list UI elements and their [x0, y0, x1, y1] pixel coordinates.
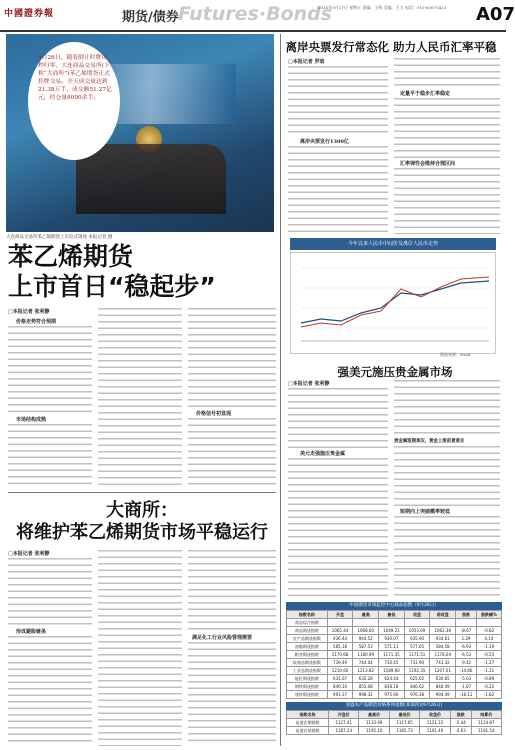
table-cell: 993.37	[327, 691, 353, 699]
table-header-cell: 涨跌	[456, 611, 477, 619]
table-row	[287, 675, 502, 683]
table-cell: 624.44	[379, 675, 405, 683]
table-header-cell: 开盘	[327, 611, 353, 619]
table-row	[287, 651, 502, 659]
table-cell: 1049.21	[379, 627, 405, 635]
right-top-headline: 离岸央票发行常态化 助力人民币汇率平稳	[285, 40, 497, 54]
table-cell: 744.04	[353, 659, 379, 667]
table-cell: 571.11	[379, 643, 405, 651]
second-article-col3	[188, 550, 276, 632]
table-cell: 农产品期货指数	[287, 635, 328, 643]
table-cell: 577.65	[404, 643, 430, 651]
table-cell: 585.18	[327, 643, 353, 651]
table-cell	[476, 619, 501, 627]
main-headline-line1: 苯乙烯期货	[8, 242, 134, 271]
rmb-chart	[290, 252, 496, 354]
table-cell: 能化期货指数	[287, 675, 328, 683]
table-cell: 软商品期货指数	[287, 659, 328, 667]
table-header-cell: 最低	[379, 611, 405, 619]
table-row	[287, 659, 502, 667]
table-cell: 1068.00	[353, 627, 379, 635]
right-top-col1b	[288, 146, 388, 234]
table-row	[287, 627, 502, 635]
table-cell: 936.44	[327, 635, 353, 643]
second-headline	[8, 500, 276, 544]
main-headline-line2: 上市首日“稳起步”	[8, 272, 216, 301]
right-mid-col1	[288, 388, 388, 448]
main-article-col1	[8, 326, 92, 414]
table-cell: -14.66	[456, 667, 477, 675]
table-cell: 商品综合指数	[287, 619, 328, 627]
table-cell: -5.44	[450, 719, 471, 727]
section-title: 期货/债券	[122, 10, 179, 25]
table1-header-row	[287, 611, 502, 619]
newspaper-logo: 中國證券報	[4, 9, 55, 19]
table-cell: 1180.99	[353, 651, 379, 659]
table-cell: -18.11	[456, 691, 477, 699]
chart-title: 今年以来人民币中间价及离岸人民币走势	[290, 238, 496, 250]
right-mid-byline: □本报记者 张利静	[288, 381, 330, 387]
table-cell: 587.53	[353, 643, 379, 651]
right-top-subhead-2: 定量平于稳步汇率稳定	[400, 91, 451, 97]
right-top-col2	[394, 58, 500, 88]
table-header-cell: 指数名称	[287, 711, 329, 719]
table-cell: 钢铁期货指数	[287, 683, 328, 691]
main-subhead-1: 价格走势符合预期	[16, 319, 57, 325]
table-cell: 1187.24	[329, 727, 359, 735]
table-cell: -5.63	[456, 675, 477, 683]
table-header-cell: 最高价	[359, 711, 389, 719]
table-cell: 1189.60	[379, 667, 405, 675]
table-cell: 994.49	[430, 691, 456, 699]
main-subhead-3: 价格信号初显现	[196, 411, 232, 417]
right-top-col1	[288, 66, 388, 136]
table-row	[287, 683, 502, 691]
agri-index-table	[286, 710, 502, 735]
table-cell: -6.93	[456, 643, 477, 651]
table-header-cell: 涨跌幅%	[476, 611, 501, 619]
main-article-col2	[98, 308, 182, 486]
table-cell: 855.08	[353, 683, 379, 691]
photo-bubble-text: 9月26日，随着倒计时牌读秒归零，大连商品交易所(下称“大商所”)苯乙烯期货正式挂牌交易。全天成交量达到21.38万手，成交额51.27亿元，持仓量8000余手。	[38, 55, 112, 101]
right-mid-headline: 强美元施压贵金属市场	[337, 365, 453, 379]
table-row	[287, 635, 502, 643]
table-cell: 739.49	[327, 659, 353, 667]
main-article-col3b	[188, 418, 276, 486]
main-article-byline: □本报记者 张利静	[8, 309, 50, 315]
right-mid-subhead-3: 短期向上突破概率较低	[400, 509, 451, 515]
dateline: 2015年9月27日 星期五 责编：王辉 美编：王力 电话：010-63070433	[318, 5, 447, 10]
table-header-cell: 涨跌	[450, 711, 471, 719]
table-header-cell: 指数名称	[287, 611, 328, 619]
right-top-col2c	[394, 168, 500, 234]
table2-header-row	[287, 711, 502, 719]
right-top-subhead-1: 离岸央票发行1300亿	[300, 139, 349, 145]
commodity-index-table-block	[286, 602, 502, 735]
second-article-col2	[98, 550, 182, 746]
table-cell: 粮食期货指数	[287, 651, 328, 659]
main-headline	[8, 242, 276, 302]
table-row	[287, 643, 502, 651]
main-article-col1b	[8, 424, 92, 486]
table-cell: 1121.12	[420, 719, 450, 727]
commodity-index-table	[286, 610, 502, 699]
table-cell: 0.14	[476, 635, 501, 643]
table-cell: 730.45	[379, 659, 405, 667]
table-header-cell: 开盘价	[329, 711, 359, 719]
table-cell: 848.49	[430, 683, 456, 691]
right-mid-col2c	[394, 516, 500, 598]
table-cell	[404, 619, 430, 627]
table-cell: 商品期货指数	[287, 627, 328, 635]
table-cell: 976.38	[404, 691, 430, 699]
main-article-col3	[188, 308, 276, 408]
table-header-cell: 结算价	[471, 711, 501, 719]
table-cell: 1213.82	[353, 667, 379, 675]
table-cell: 1053.69	[404, 627, 430, 635]
table-cell: 975.90	[379, 691, 405, 699]
table-cell: 934.61	[430, 635, 456, 643]
table-cell: 1191.54	[471, 727, 501, 735]
table-cell: 1117.65	[389, 719, 419, 727]
table-cell: 930.07	[379, 635, 405, 643]
main-subhead-2: 市场结构成熟	[16, 417, 47, 423]
table-cell: 1191.40	[420, 727, 450, 735]
page-number: A07	[476, 4, 515, 25]
second-article-byline: □本报记者 张利静	[8, 551, 50, 557]
table-cell: 998.32	[353, 691, 379, 699]
second-headline-line2: 将维护苯乙烯期货市场平稳运行	[16, 522, 268, 543]
divider	[8, 492, 276, 493]
table-cell: 1192.35	[404, 667, 430, 675]
table-header-cell: 最低价	[389, 711, 419, 719]
table-cell: 1195.10	[359, 727, 389, 735]
right-mid-col2b	[394, 446, 500, 506]
photo-caption: 大连商品交易所苯乙烯期货上市仪式现场 本报记者 摄	[6, 235, 113, 240]
table-cell: -8.67	[456, 627, 477, 635]
table-cell: -0.22	[476, 683, 501, 691]
table-cell: 1171.35	[379, 651, 405, 659]
table-cell	[456, 619, 477, 627]
table-cell: 1171.51	[404, 651, 430, 659]
table-cell: 1127.41	[329, 719, 359, 727]
table-cell: -1.87	[456, 683, 477, 691]
table-cell: 油脂期货指数	[287, 643, 328, 651]
table1-caption: 中国期货市场监控中心商品指数（9月26日）	[286, 602, 502, 610]
right-top-col2b	[394, 98, 500, 158]
table-row	[287, 719, 502, 727]
table-cell: 838.18	[379, 683, 405, 691]
table-cell: 1062.36	[430, 627, 456, 635]
table-row	[287, 667, 502, 675]
table-cell: -2.63	[450, 727, 471, 735]
photo-people	[76, 144, 226, 214]
right-mid-subhead-2: 贵金属短期承压，黄金上涨前景难言	[394, 439, 465, 444]
second-article-col3b	[188, 642, 276, 746]
right-mid-col1b	[288, 458, 388, 598]
chart-series-line-onshore	[301, 281, 489, 323]
second-headline-line1: 大商所：	[106, 500, 178, 521]
table2-caption: 易盛农产品期货价格系列指数(郑商所)(9月26日)	[286, 702, 502, 710]
table-cell: -1.27	[476, 659, 501, 667]
section-english-title: Futures·Bonds	[178, 3, 333, 25]
table-cell: 630.65	[430, 675, 456, 683]
table-cell: 1.29	[456, 635, 477, 643]
right-top-subhead-3: 汇率弹性会维持合理区间	[400, 161, 456, 167]
right-top-byline: □本报记者 罗晗	[288, 59, 325, 65]
table-header-cell: 收盘	[404, 611, 430, 619]
table-row	[287, 691, 502, 699]
table-cell: 635.28	[353, 675, 379, 683]
table-cell: 944.52	[353, 635, 379, 643]
right-mid-subhead-1: 美元走强施压贵金属	[300, 451, 346, 457]
table-cell: 1185.73	[389, 727, 419, 735]
second-subhead-2: 满足化工行业风险管理需要	[192, 635, 253, 641]
table-cell: 935.90	[404, 635, 430, 643]
table-cell: 建材期货指数	[287, 691, 328, 699]
table-cell	[327, 619, 353, 627]
table-cell: -0.82	[476, 627, 501, 635]
table-cell: -1.19	[476, 643, 501, 651]
table-cell	[379, 619, 405, 627]
table-cell: 849.10	[327, 683, 353, 691]
table-cell: 741.32	[430, 659, 456, 667]
table-cell: 1207.01	[430, 667, 456, 675]
table-cell: 易盛农基指数	[287, 727, 329, 735]
table-row	[287, 619, 502, 627]
table-row	[287, 727, 502, 735]
table-header-cell: 前收盘	[430, 611, 456, 619]
table-cell: -1.21	[476, 667, 501, 675]
second-article-col1	[8, 558, 92, 626]
table-cell: 584.58	[430, 643, 456, 651]
second-subhead-1: 形成避险链条	[16, 629, 47, 635]
table-cell: -0.89	[476, 675, 501, 683]
table-cell: 1065.44	[327, 627, 353, 635]
table-cell: -6.53	[456, 651, 477, 659]
table-cell: 易盛农期指数	[287, 719, 329, 727]
table-header-cell: 收盘价	[420, 711, 450, 719]
column-divider	[280, 34, 281, 746]
table-cell	[430, 619, 456, 627]
table-cell: 846.62	[404, 683, 430, 691]
table-cell: -0.55	[476, 651, 501, 659]
table-cell: 631.07	[327, 675, 353, 683]
table-cell: 1170.68	[327, 651, 353, 659]
table-cell: 1210.60	[327, 667, 353, 675]
table-cell: 1178.04	[430, 651, 456, 659]
second-article-col1b	[8, 636, 92, 746]
table-cell: 731.90	[404, 659, 430, 667]
table-cell: 625.02	[404, 675, 430, 683]
right-mid-col2	[394, 380, 500, 436]
table-cell: 工业品期货指数	[287, 667, 328, 675]
table-cell: 1133.69	[359, 719, 389, 727]
table-cell: -1.82	[476, 691, 501, 699]
table-cell: 1124.87	[471, 719, 501, 727]
table-cell: -9.42	[456, 659, 477, 667]
chart-source: 数据来源：Wind	[440, 352, 471, 357]
table-header-cell: 最高	[353, 611, 379, 619]
table-cell	[353, 619, 379, 627]
rmb-chart-svg	[291, 253, 495, 353]
